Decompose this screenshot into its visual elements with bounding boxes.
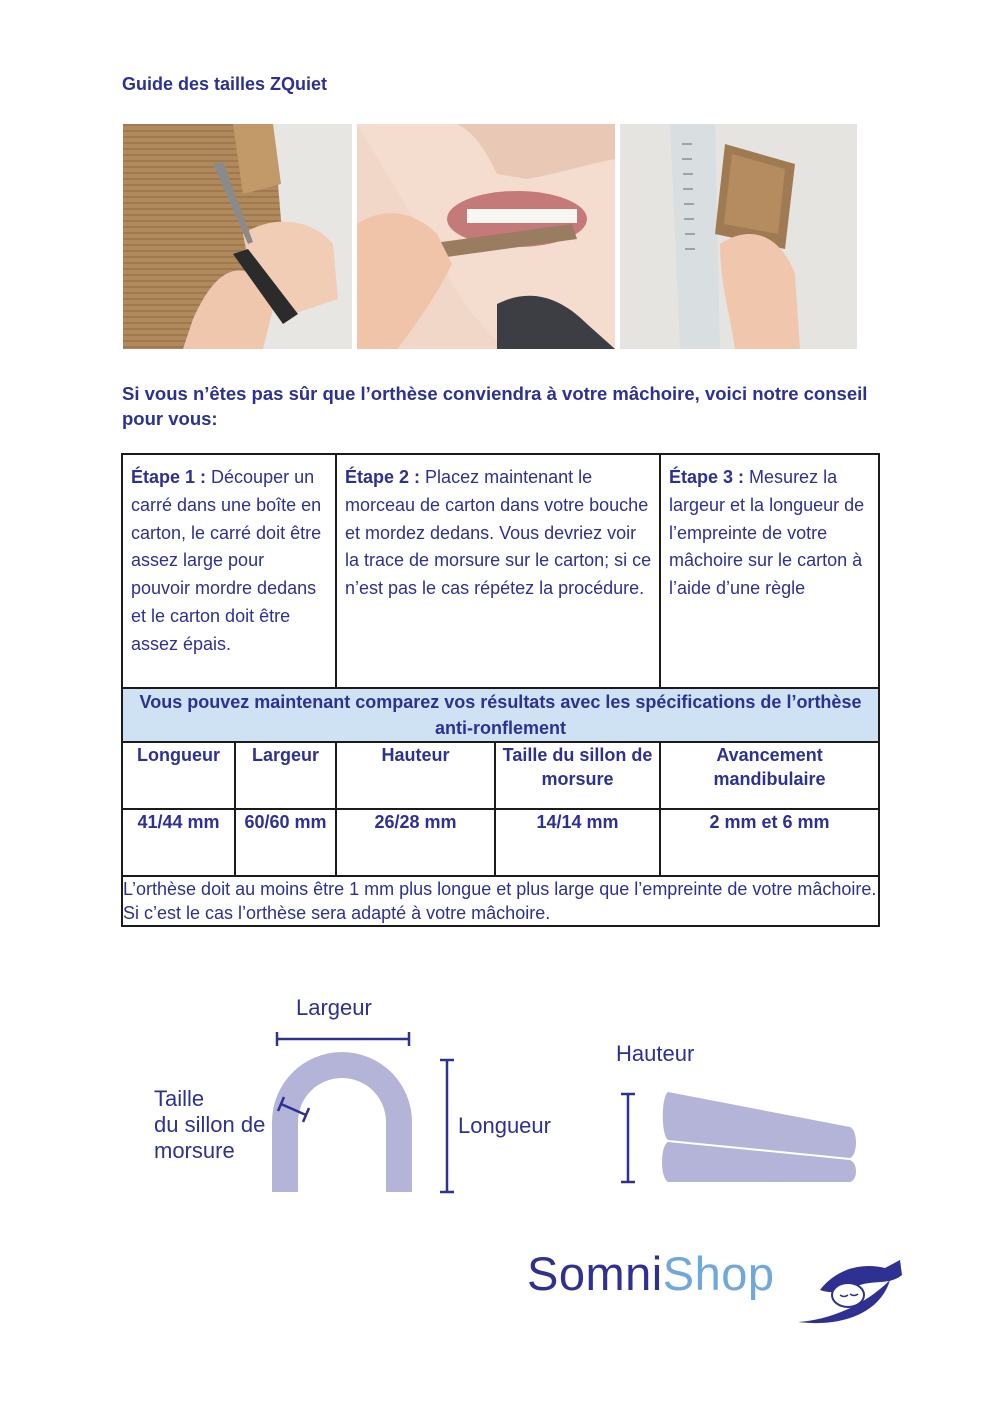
somnishop-logo xyxy=(527,1246,775,1301)
spec-header-sillon: Taille du sillon de morsure xyxy=(495,742,660,809)
diagram-label-hauteur: Hauteur xyxy=(616,1041,695,1066)
intro-text: Si vous n’êtes pas sûr que l’orthèse conviendra à votre mâchoire, voici notre conseil pour vous: xyxy=(122,383,868,429)
step-2-label: Étape 2 : xyxy=(345,467,421,487)
diagram-label-largeur: Largeur xyxy=(296,995,372,1020)
spec-header-avancement: Avancement mandibulaire xyxy=(660,742,879,809)
spec-value-largeur: 60/60 mm xyxy=(235,809,336,876)
spec-value-sillon: 14/14 mm xyxy=(495,809,660,876)
spec-value-avancement: 2 mm et 6 mm xyxy=(660,809,879,876)
diagram-label-sillon-2: du sillon de xyxy=(154,1112,266,1137)
step-2-text: Placez maintenant le morceau de carton dans votre bouche et mordez dedans. Vous devriez voir la trace de morsure sur le carton; si ce n’est pas le cas répétez la procédure. xyxy=(345,467,652,599)
spec-header-hauteur: Hauteur xyxy=(336,742,495,809)
sleeping-moon-icon xyxy=(790,1250,910,1330)
spec-header-longueur: Longueur xyxy=(122,742,235,809)
compare-banner: Vous pouvez maintenant comparez vos résultats avec les spécifications de l’orthèse anti-ronflement xyxy=(122,688,879,742)
step-1-text: Découper un carré dans une boîte en carton, le carré doit être assez large pour pouvoir mordre dedans et le carton doit être assez épais. xyxy=(131,467,322,654)
spec-value-hauteur: 26/28 mm xyxy=(336,809,495,876)
logo-part-somni: Somni xyxy=(527,1247,663,1300)
spec-header-largeur: Largeur xyxy=(235,742,336,809)
step-3-text: Mesurez la largeur et la longueur de l’empreinte de votre mâchoire sur le carton à l’aide d’une règle xyxy=(669,467,865,599)
logo-part-shop: Shop xyxy=(662,1247,775,1300)
side-view-icon xyxy=(662,1092,856,1182)
diagram-label-sillon-1: Taille xyxy=(154,1086,205,1111)
diagram-label-sillon-3: morsure xyxy=(154,1138,235,1163)
diagram-label-longueur: Longueur xyxy=(458,1113,551,1138)
u-shape-icon xyxy=(272,1052,412,1192)
step-1-label: Étape 1 : xyxy=(131,467,207,487)
fit-note: L’orthèse doit au moins être 1 mm plus longue et plus large que l’empreinte de votre mâchoire. Si c’est le cas l’orthèse sera adapté à votre mâchoire. xyxy=(122,876,879,926)
page-title: Guide des tailles ZQuiet xyxy=(122,74,328,94)
step-3-label: Étape 3 : xyxy=(669,467,745,487)
spec-value-longueur: 41/44 mm xyxy=(122,809,235,876)
